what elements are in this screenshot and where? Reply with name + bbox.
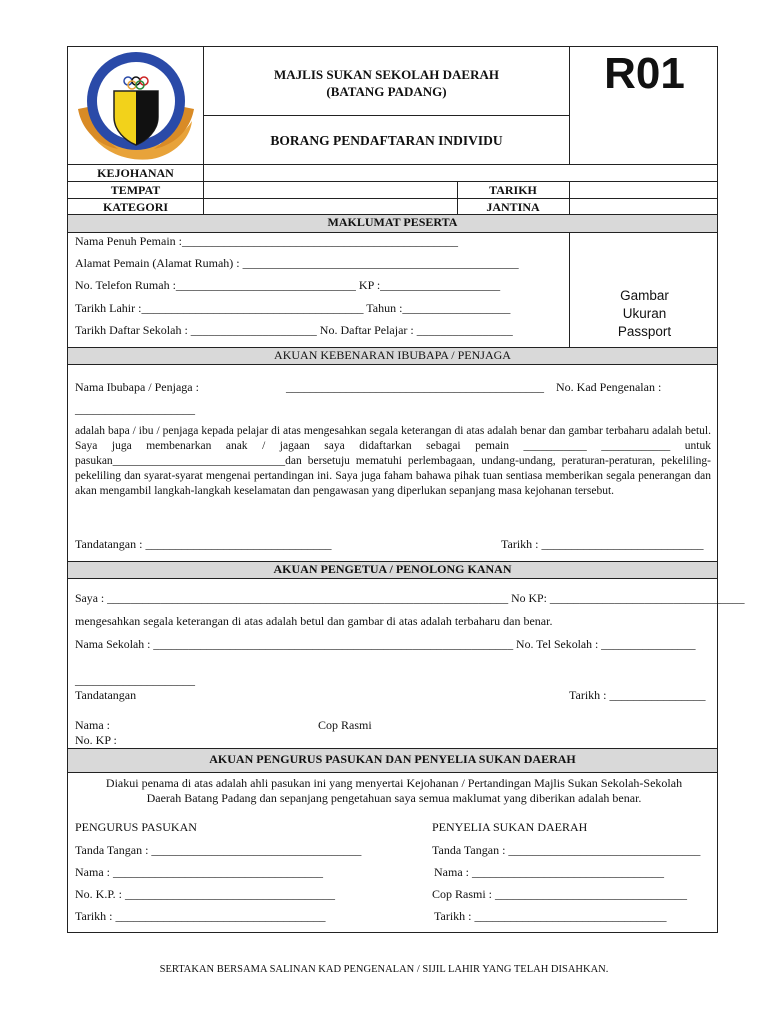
principal-saya-field: Saya : ____________________________________________________________________ No KP: _________________________________ bbox=[75, 591, 745, 605]
officials-section-title: AKUAN PENGURUS PASUKAN DAN PENYELIA SUKAN DAERAH bbox=[68, 748, 717, 773]
principal-date-field: Tarikh : ________________ bbox=[569, 688, 706, 702]
school-name-field: Nama Sekolah : _____________________________________________________________ No. Tel Sekolah : ________________ bbox=[75, 637, 696, 651]
principal-signature-label: Tandatangan bbox=[75, 688, 137, 702]
form-title: BORANG PENDAFTARAN INDIVIDU bbox=[270, 133, 503, 148]
tarikh-label: TARIKH bbox=[489, 183, 537, 197]
passport-photo-box bbox=[570, 287, 719, 341]
dob-field: Tarikh Lahir :_____________________________________ Tahun :__________________ bbox=[75, 301, 511, 315]
tempat-label: TEMPAT bbox=[110, 183, 161, 197]
parent-section-title: AKUAN KEBENARAN IBUBAPA / PENJAGA bbox=[68, 347, 717, 365]
photo-label-1: Gambar bbox=[620, 288, 669, 303]
org-line2: (BATANG PADANG) bbox=[326, 84, 447, 99]
full-name-field: Nama Penuh Pemain :______________________________________________ bbox=[75, 234, 458, 248]
phone-field: No. Telefon Rumah :______________________________ KP :____________________ bbox=[75, 278, 501, 292]
officials-statement: Diakui penama di atas adalah ahli pasukan ini yang menyertai Kejohanan / Pertandingan Majlis Sukan Sekolah-Sekolah Daerah Batang Padang dan sepanjang pengetahuan saya semua maklumat yang diberikan adalah benar. bbox=[105, 776, 683, 805]
principal-confirm-text: mengesahkan segala keterangan di atas adalah betul dan gambar di atas adalah terbaharu dan benar. bbox=[75, 614, 553, 628]
parent-date-field: Tarikh : ___________________________ bbox=[501, 537, 704, 551]
parent-declaration: adalah bapa / ibu / penjaga kepada pelajar di atas mengesahkan segala keterangan di atas adalah benar dan gambar terbaharu adalah betul. Saya juga membenarkan anak / jagaan saya didaftarkan sebagai pemain ___________ ____________ untuk pasukan______________________________dan bersetuju mematuhi perlembagaan, undang-undang, peraturan-peraturan, pekeliling-pekeliling dan syarat-syarat mengenai pertandingan ini. Saya juga faham bahawa pihak tuan sentiasa memberikan segala penerangan dan akan mengambil langkah-langkah keselamatan dan pengawasan yang diperlukan sepanjang masa kejohanan tersebut. bbox=[75, 425, 711, 497]
photo-label-2: Ukuran bbox=[622, 306, 667, 321]
jantina-label: JANTINA bbox=[486, 200, 540, 214]
address-field: Alamat Pemain (Alamat Rumah) : ______________________________________________ bbox=[75, 256, 519, 270]
footer-note: SERTAKAN BERSAMA SALINAN KAD PENGENALAN / SIJIL LAHIR YANG TELAH DISAHKAN. bbox=[159, 964, 609, 975]
participant-section-title: MAKLUMAT PESERTA bbox=[68, 214, 717, 233]
manager-signature-field: Tanda Tangan : ___________________________________ bbox=[75, 843, 362, 857]
photo-label-3: Passport bbox=[617, 324, 672, 339]
manager-kp-field: No. K.P. : ___________________________________ bbox=[75, 887, 336, 901]
parent-ic-label: No. Kad Pengenalan : bbox=[556, 380, 662, 394]
principal-kp-field: No. KP : bbox=[75, 733, 117, 747]
principal-stamp-label: Cop Rasmi bbox=[318, 718, 372, 732]
principal-name-field: Nama : bbox=[75, 718, 110, 732]
supervisor-signature-field: Tanda Tangan : ________________________________ bbox=[432, 843, 701, 857]
org-line1: MAJLIS SUKAN SEKOLAH DAERAH bbox=[273, 67, 499, 82]
form-code: R01 bbox=[604, 49, 685, 98]
school-registration-field: Tarikh Daftar Sekolah : _____________________ No. Daftar Pelajar : ________________ bbox=[75, 323, 513, 337]
registration-form bbox=[67, 46, 745, 933]
supervisor-date-field: Tarikh : ________________________________ bbox=[434, 909, 667, 923]
parent-signature-field: Tandatangan : _______________________________ bbox=[75, 537, 332, 551]
parent-name-line: ___________________________________________ bbox=[286, 380, 544, 394]
manager-name-field: Nama : ___________________________________ bbox=[75, 865, 323, 879]
team-manager-title: PENGURUS PASUKAN bbox=[75, 820, 197, 834]
principal-section-title: AKUAN PENGETUA / PENOLONG KANAN bbox=[68, 561, 717, 579]
supervisor-stamp-field: Cop Rasmi : ________________________________ bbox=[432, 887, 688, 901]
parent-ic-line: ____________________ bbox=[75, 402, 195, 416]
principal-signature-line: ____________________ bbox=[75, 673, 195, 687]
parent-name-label: Nama Ibubapa / Penjaga : bbox=[75, 380, 199, 394]
district-supervisor-title: PENYELIA SUKAN DAERAH bbox=[432, 820, 588, 834]
supervisor-name-field: Nama : ________________________________ bbox=[434, 865, 664, 879]
logo-emblem-icon bbox=[74, 51, 198, 163]
logo bbox=[74, 51, 198, 163]
kejohanan-label: KEJOHANAN bbox=[97, 166, 174, 180]
kategori-label: KATEGORI bbox=[102, 200, 169, 214]
manager-date-field: Tarikh : ___________________________________ bbox=[75, 909, 326, 923]
